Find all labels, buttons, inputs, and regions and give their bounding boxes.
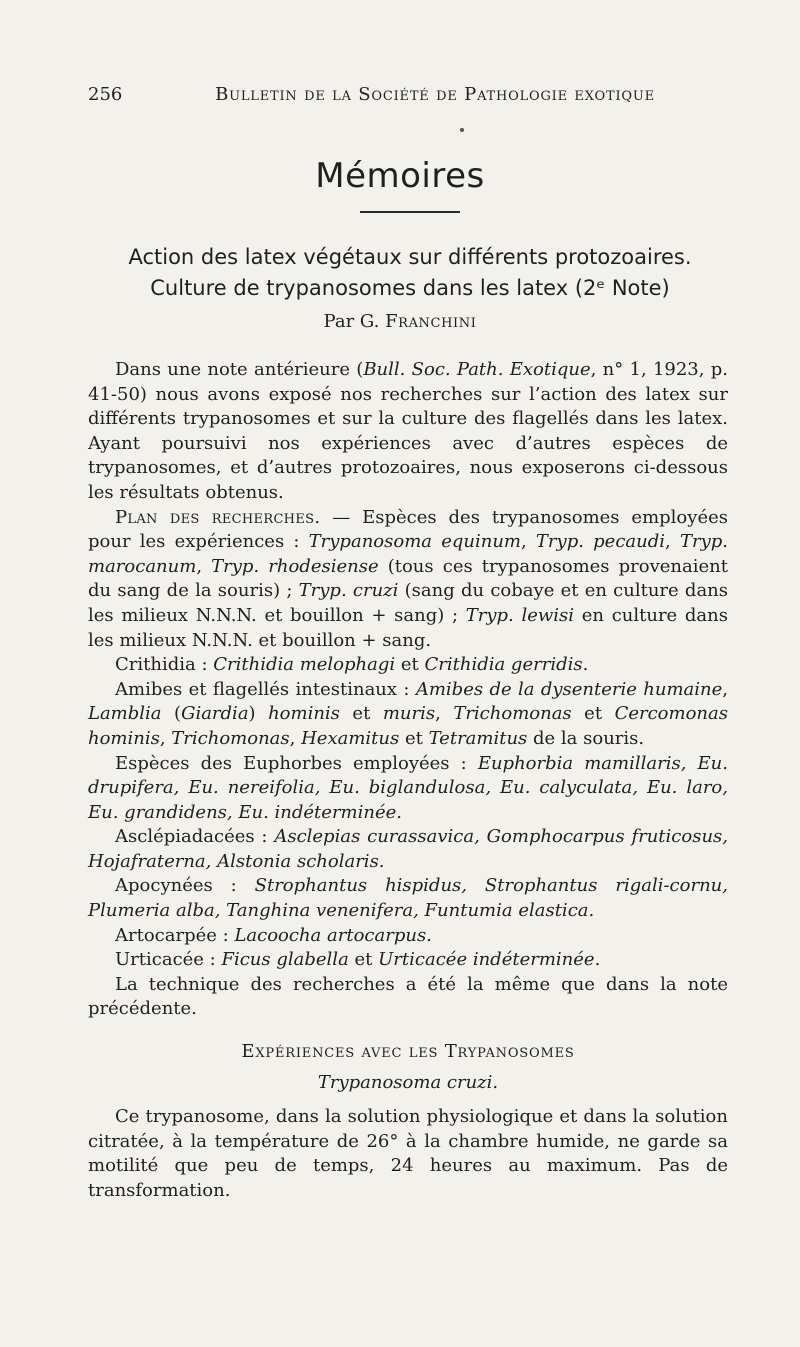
amibes-paragraph: Amibes et flagellés intestinaux : Amibes de la dysenterie humaine, Lamblia (Giardia) hominis et muris, Trichomonas et Cercomonas hominis, Trichomonas, Hexamitus et Tetramitus de la souris. [88, 678, 728, 749]
species-subheading: Trypanosoma cruzi. [317, 1071, 499, 1093]
urticacee-paragraph: Urticacée : Ficus glabella et Urticacée indéterminée. [115, 949, 601, 971]
article-body [88, 358, 728, 1204]
journal-title: Bulletin de la Société de Pathologie exotique [215, 84, 655, 105]
author-name: Franchini [385, 311, 477, 332]
title-rule [360, 211, 460, 213]
running-header [88, 84, 712, 105]
print-speck [460, 128, 464, 132]
article-title [110, 242, 710, 304]
technique-paragraph: La technique des recherches a été la même que dans la note précédente. [88, 973, 728, 1020]
crithidia-paragraph: Crithidia : Crithidia melophagi et Crithidia gerridis. [115, 654, 589, 676]
asclepiadacees-paragraph: Asclépiadacées : Asclepias curassavica, Gomphocarpus fruticosus, Hojafraterna, Alstonia scholaris. [88, 826, 728, 872]
experiences-paragraph: Ce trypanosome, dans la solution physiologique et dans la solution citratée, à la température de 26° à la chambre humide, ne garde sa motilité que peu de temps, 24 heures au maximum. Pas de transformation. [88, 1106, 728, 1201]
artocarpee-paragraph: Artocarpée : Lacoocha artocarpus. [115, 924, 432, 946]
plan-paragraph: Plan des recherches. — Espèces des trypanosomes employées pour les expériences : Trypanosoma equinum, Tryp. pecaudi, Tryp. marocanum, Tryp. rhodesiense (tous ces trypanosomes provenaient du sang de la souris) ; Tryp. cruzi (sang du cobaye et en culture dans les milieux N.N.N. et bouillon + sang) ; Tryp. lewisi en culture dans les milieux N.N.N. et bouillon + sang. [88, 506, 729, 651]
article-title-line-2: Culture de trypanosomes dans les latex (2ᵉ Note) [150, 276, 670, 300]
experiences-heading: Expériences avec les Trypanosomes [241, 1041, 575, 1063]
euphorbes-paragraph: Espèces des Euphorbes employées : Euphorbia mamillaris, Eu. drupifera, Eu. nereifolia, Eu. biglandulosa, Eu. calyculata, Eu. laro, Eu. grandidens, Eu. indéterminée. [88, 752, 729, 823]
author-line [0, 311, 800, 332]
intro-paragraph: Dans une note antérieure (Bull. Soc. Path. Exotique, n° 1, 1923, p. 41-50) nous avons exposé nos recherches sur l’action des latex sur différents trypanosomes et sur la culture des flagellés dans les latex. Ayant poursuivi nos expériences avec d’autres espèces de trypanosomes, et d’autres protozoaires, nous exposerons ci-dessous les résultats obtenus. [88, 359, 728, 503]
author-prefix: Par G. [323, 311, 380, 332]
article-title-line-1: Action des latex végétaux sur différents protozoaires. [128, 245, 692, 269]
apocynees-paragraph: Apocynées : Strophantus hispidus, Strophantus rigali-cornu, Plumeria alba, Tanghina venenifera, Funtumia elastica. [88, 875, 728, 922]
page-number: 256 [88, 84, 123, 105]
section-title: Mémoires [315, 156, 485, 196]
